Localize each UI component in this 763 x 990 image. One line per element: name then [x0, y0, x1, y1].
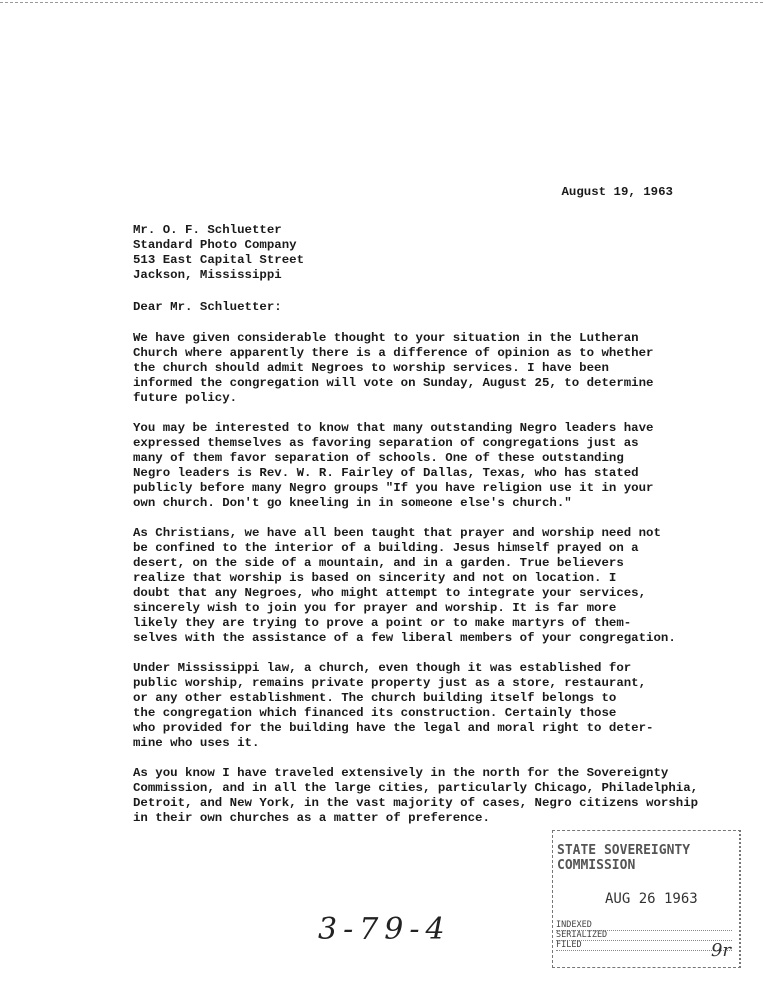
stamp-field: FILED [556, 941, 732, 951]
stamp-title: STATE SOVEREIGNTY COMMISSION [557, 843, 691, 873]
salutation: Dear Mr. Schluetter: [133, 300, 282, 314]
address-line: Jackson, Mississippi [133, 268, 282, 282]
stamp-date: AUG 26 1963 [605, 891, 698, 907]
letter-body [133, 185, 733, 841]
paragraph: We have given considerable thought to your situation in the Lutheran Church where apparently there is a difference of opinion as to whether the church should admit Negroes to worship services. I have been informed the congregation will vote on Sunday, August 25, to determine future policy. [133, 331, 654, 405]
paragraph: As Christians, we have all been taught that prayer and worship need not be confined to the interior of a building. Jesus himself prayed on a desert, on the side of a mountain, and in a garden. True believers realize that worship is based on sincerity and not on location. I doubt that any Negroes, who might attempt to integrate your services, sincerely wish to join you for prayer and worship. It is far more likely they are trying to prove a point or to make martyrs of them- selves with the assistance of a few liberal members of your congregation. [133, 526, 676, 645]
paragraph: As you know I have traveled extensively in the north for the Sovereignty Commission, and in all the large cities, particularly Chicago, Philadelphia, Detroit, and New York, in the vast majority of cases, Negro citizens worship in their own churches as a matter of preference. [133, 766, 699, 825]
address-line: Standard Photo Company [133, 238, 297, 252]
top-edge-dashes [0, 2, 763, 3]
paragraph: Under Mississippi law, a church, even though it was established for public worship, remains private property just as a store, restaurant, or any other establishment. The church building itself belongs to the congregation which financed its construction. Certainly those who provided for the building have the legal and moral right to deter- mine who uses it. [133, 661, 654, 750]
stamp-field: INDEXED [556, 921, 732, 931]
stamp-fields [556, 921, 732, 951]
address-line: Mr. O. F. Schluetter [133, 223, 282, 237]
letter-paragraphs [133, 331, 733, 826]
stamp-field: SERIALIZED [556, 931, 732, 941]
paragraph: You may be interested to know that many outstanding Negro leaders have expressed themselves as favoring separation of congregations just as many of them favor separation of schools. One of these outstanding Negro leaders is Rev. W. R. Fairley of Dallas, Texas, who has stated publicly before many Negro groups "If you have religion use it in your own church. Don't go kneeling in in someone else's church." [133, 421, 654, 510]
commission-stamp [552, 830, 741, 968]
letter-date: August 19, 1963 [561, 185, 673, 199]
address-line: 513 East Capital Street [133, 253, 305, 267]
recipient-address [133, 223, 733, 283]
handwritten-file-number: 3-79-4 [318, 912, 451, 947]
stamp-initials: 9r [710, 940, 731, 961]
